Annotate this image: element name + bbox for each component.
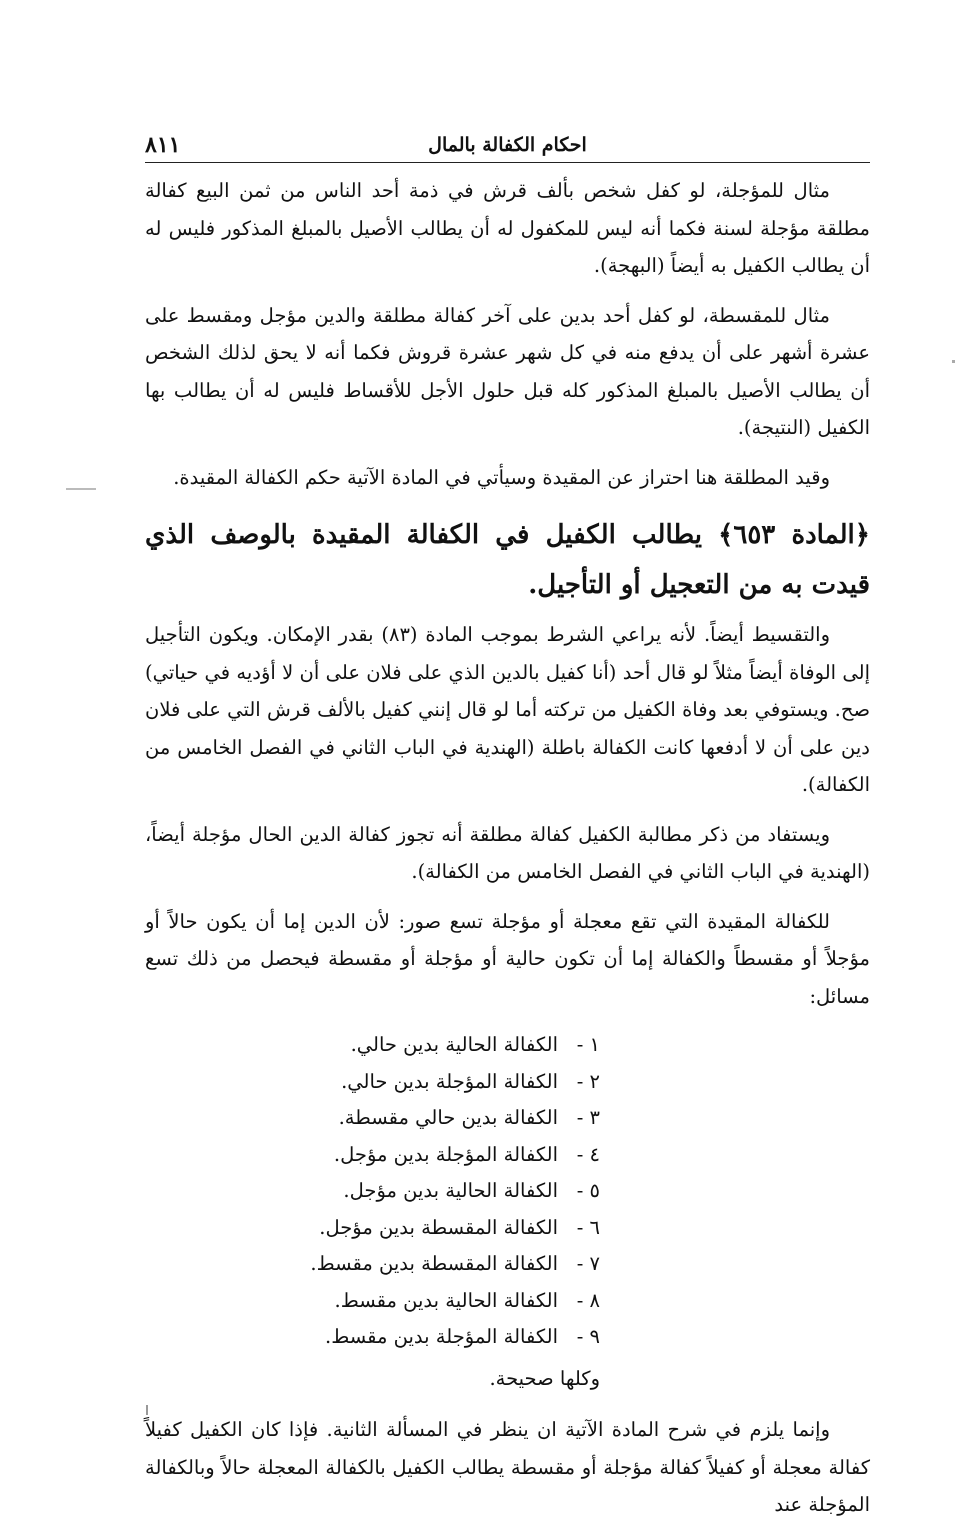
page-header	[145, 132, 870, 163]
list-item	[145, 1064, 600, 1101]
case-text: الكفالة المؤجلة بدين مؤجل.	[333, 1142, 558, 1166]
case-text: الكفالة الحالية بدين مقسط.	[334, 1288, 558, 1312]
list-item	[145, 1319, 600, 1356]
case-number: ٦ -	[576, 1215, 600, 1239]
case-text: الكفالة الحالية بدين حالي.	[350, 1033, 558, 1056]
list-item	[145, 1246, 600, 1283]
case-text: الكفالة المؤجلة بدين مقسط.	[325, 1325, 558, 1348]
paragraph-deferred-example: مثال للمؤجلة، لو كفل شخص بألف قرش في ذمة أحد الناس من ثمن البيع كفالة مطلقة مؤجلة لسنة فكما أنه ليس للمكفول له أن يطالب الأصيل بالمبلغ المذكور فليس له أن يطالب الكفيل به أيضاً (البهجة).	[145, 179, 870, 277]
cases-list	[145, 1027, 870, 1356]
page-body	[145, 172, 870, 1536]
case-number: ٧ -	[576, 1252, 600, 1275]
list-item	[145, 1027, 600, 1064]
case-number: ٩ -	[576, 1325, 600, 1348]
paragraph-restriction-note: وقيد المطلقة هنا احتراز عن المقيدة وسيأتي في المادة الآتية حكم الكفالة المقيدة.	[173, 465, 830, 489]
running-title: احكام الكفالة بالمال	[428, 134, 587, 156]
page-number: ٨١١	[145, 132, 181, 158]
case-text: الكفالة الحالية بدين مؤجل.	[343, 1179, 558, 1202]
list-item	[145, 1173, 600, 1210]
case-text: الكفالة المؤجلة بدين حالي.	[341, 1069, 558, 1093]
case-text: الكفالة المقسطة بدين مؤجل.	[319, 1215, 558, 1239]
margin-speck	[952, 360, 955, 363]
paragraph-continuation: وإنما يلزم في شرح المادة الآتية ان ينظر في المسألة الثانية. فإذا كان الكفيل كفيلاً كفالة معجلة أو كفيلاً كفالة مؤجلة أو مقسطة يطالب الكفيل بالكفالة المعجلة حالاً وبالكفالة المؤجلة عند	[145, 1418, 870, 1516]
case-number: ٢ -	[576, 1069, 600, 1093]
margin-mark	[66, 488, 96, 490]
case-text: الكفالة بدين حالي مقسطة.	[338, 1106, 558, 1129]
list-item	[145, 1283, 600, 1320]
paragraph-inference: ويستفاد من ذكر مطالبة الكفيل كفالة مطلقة أنه تجوز كفالة الدين الحال مؤجلة أيضاً، (الهندية في الباب الثاني في الفصل الخامس من الكفالة).	[145, 822, 870, 883]
list-item	[145, 1210, 600, 1247]
article-heading: ﴿المادة ٦٥٣﴾ يطالب الكفيل في الكفالة المقيدة بالوصف الذي قيدت به من التعجيل أو التأجيل.	[145, 520, 870, 600]
paragraph-installment-condition: والتقسيط أيضاً. لأنه يراعي الشرط بموجب المادة (٨٣) بقدر الإمكان. ويكون التأجيل إلى الوفاة أيضاً مثلاً لو قال أحد (أنا كفيل بالدين الذي على فلان على أن لا أؤديه في حياتي) صح. ويستوفي بعد وفاة الكفيل من تركته أما لو قال إنني كفيل بالألف قرش التي على فلان دين على أن لا أدفعها كانت الكفالة باطلة (الهندية في الباب الثاني في الفصل الخامس من الكفالة).	[145, 623, 870, 796]
case-number: ٨ -	[576, 1288, 600, 1312]
list-item	[145, 1100, 600, 1137]
paragraph-nine-forms: للكفالة المقيدة التي تقع معجلة أو مؤجلة تسع صور: لأن الدين إما أن يكون حالاً أو مؤجلاً أو مقسطاً والكفالة إما أن تكون حالية أو مؤجلة أو مقسطة فيحصل من ذلك تسع مسائل:	[145, 909, 870, 1008]
case-number: ٤ -	[576, 1142, 600, 1166]
list-item	[145, 1137, 600, 1174]
case-number: ٣ -	[576, 1106, 600, 1129]
closing-statement: وكلها صحيحة.	[489, 1366, 600, 1390]
case-number: ٥ -	[576, 1179, 600, 1202]
paragraph-installment-example: مثال للمقسطة، لو كفل أحد بدين على آخر كفالة مطلقة والدين مؤجل ومقسط على عشرة أشهر على أن يدفع منه في كل شهر عشرة قروش فكما أنه لا يحق لذلك الشخص أن يطالب الأصيل بالمبلغ المذكور كله قبل حلول الأجل للأقساط فليس له أن يطالب بها الكفيل (النتيجة).	[145, 303, 870, 439]
case-text: الكفالة المقسطة بدين مقسط.	[310, 1252, 558, 1275]
margin-dot	[146, 1405, 148, 1415]
case-number: ١ -	[576, 1033, 600, 1056]
